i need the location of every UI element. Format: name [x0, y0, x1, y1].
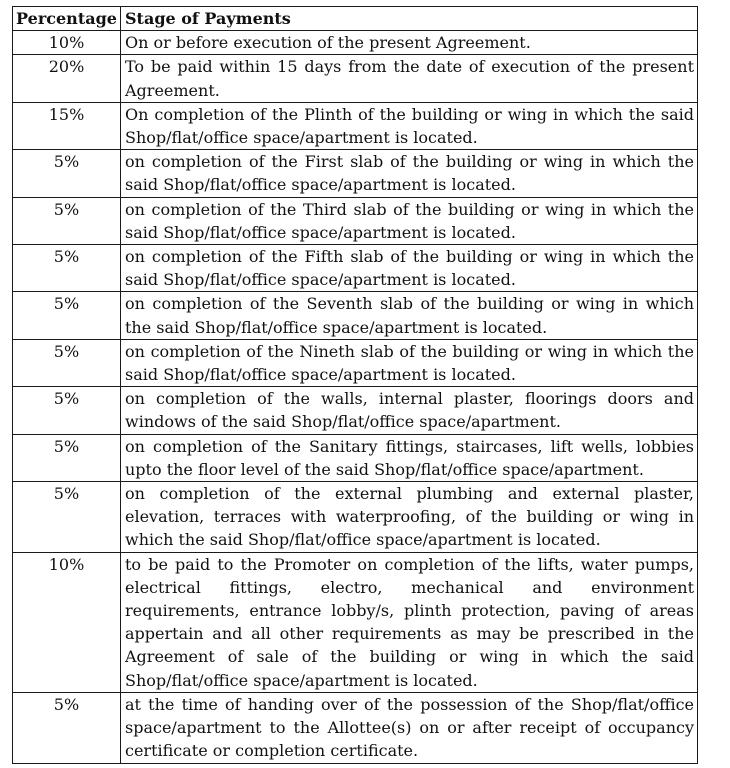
table-row	[13, 552, 698, 692]
stage-cell: on completion of the external plumbing and external plaster, elevation, terraces with waterproofing, of the building or wing in which the said Shop/flat/office space/apartment is located.	[121, 482, 698, 553]
table-row	[13, 339, 698, 386]
percentage-cell: 15%	[13, 102, 121, 149]
stage-cell: to be paid to the Promoter on completion of the lifts, water pumps, electrical fittings, electro, mechanical and environment requirements, entrance lobby/s, plinth protection, paving of areas appertain and all other requirements as may be prescribed in the Agreement of sale of the building or wing in which the said Shop/flat/office space/apartment is located.	[121, 552, 698, 692]
stage-cell: To be paid within 15 days from the date of execution of the present Agreement.	[121, 55, 698, 102]
table-row	[13, 55, 698, 102]
percentage-cell: 5%	[13, 292, 121, 339]
stage-cell: on completion of the Sanitary fittings, staircases, lift wells, lobbies upto the floor level of the said Shop/flat/office space/apartment.	[121, 434, 698, 481]
table-row	[13, 31, 698, 55]
header-row	[13, 7, 698, 31]
percentage-cell: 5%	[13, 339, 121, 386]
stage-cell: on completion of the First slab of the building or wing in which the said Shop/flat/office space/apartment is located.	[121, 150, 698, 197]
percentage-cell: 5%	[13, 197, 121, 244]
stage-cell: on completion of the Seventh slab of the building or wing in which the said Shop/flat/office space/apartment is located.	[121, 292, 698, 339]
stage-cell: on completion of the Nineth slab of the building or wing in which the said Shop/flat/office space/apartment is located.	[121, 339, 698, 386]
percentage-cell: 5%	[13, 150, 121, 197]
table-row	[13, 482, 698, 553]
stage-cell: on completion of the Third slab of the building or wing in which the said Shop/flat/office space/apartment is located.	[121, 197, 698, 244]
percentage-header: Percentage	[13, 7, 121, 31]
percentage-cell: 10%	[13, 552, 121, 692]
stage-cell: on completion of the walls, internal plaster, floorings doors and windows of the said Shop/flat/office space/apartment.	[121, 387, 698, 434]
stage-header: Stage of Payments	[121, 7, 698, 31]
table-row	[13, 692, 698, 763]
table-row	[13, 150, 698, 197]
table-row	[13, 245, 698, 292]
table-row	[13, 434, 698, 481]
percentage-cell: 10%	[13, 31, 121, 55]
stage-cell: On completion of the Plinth of the building or wing in which the said Shop/flat/office space/apartment is located.	[121, 102, 698, 149]
table-row	[13, 387, 698, 434]
percentage-cell: 5%	[13, 482, 121, 553]
percentage-cell: 20%	[13, 55, 121, 102]
table-row	[13, 197, 698, 244]
percentage-cell: 5%	[13, 387, 121, 434]
percentage-cell: 5%	[13, 434, 121, 481]
payment-schedule-table	[12, 6, 698, 764]
percentage-cell: 5%	[13, 245, 121, 292]
table-row	[13, 292, 698, 339]
stage-cell: on completion of the Fifth slab of the building or wing in which the said Shop/flat/office space/apartment is located.	[121, 245, 698, 292]
stage-cell: at the time of handing over of the possession of the Shop/flat/office space/apartment to the Allottee(s) on or after receipt of occupancy certificate or completion certificate.	[121, 692, 698, 763]
table-row	[13, 102, 698, 149]
percentage-cell: 5%	[13, 692, 121, 763]
stage-cell: On or before execution of the present Agreement.	[121, 31, 698, 55]
